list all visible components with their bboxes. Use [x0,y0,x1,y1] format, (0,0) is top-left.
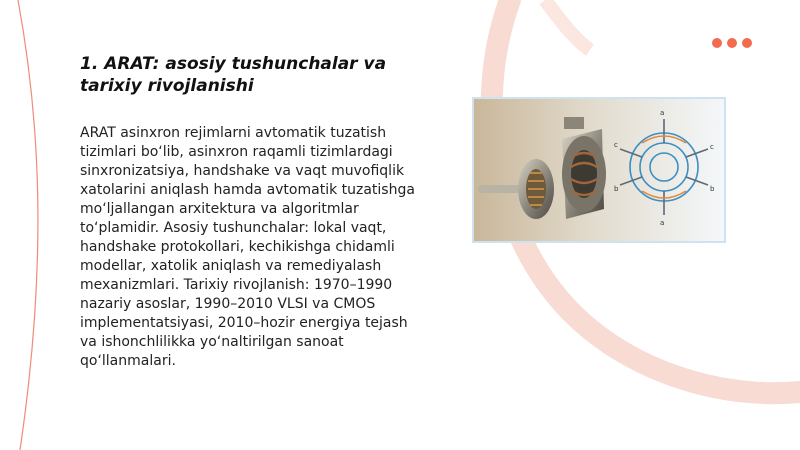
left-divider-line [18,0,38,450]
slide-title: 1. ARAT: asosiy tushunchalar va tarixiy rivojlanishi [80,54,387,96]
diagram-label: b [710,185,715,193]
dot-icon [712,38,722,48]
diagram-label: a [660,109,665,117]
diagram-label: c [710,143,714,151]
diagram-label: a [660,219,665,227]
slide-menu-dots [712,38,752,48]
motor-figure [474,99,724,241]
diagram-label: b [614,185,619,193]
motor-and-stator-diagram-image [474,99,724,241]
dot-icon [742,38,752,48]
dot-icon [727,38,737,48]
slide-body-text: ARAT asinxron rejimlarni avtomatik tuzatish tizimlari bo‘lib, asinxron raqamli tizimlardagi sinxronizatsiya, handshake va vaqt muvofiqlik xatolarini aniqlash hamda avtomatik tuzatishga mo‘ljallangan arxitektura va algoritmlar to‘plamidir. Asosiy tushunchalar: lokal vaqt, handshake protokollari, kechikishga chidamli modellar, xatolik aniqlash va remediyalash mexanizmlari. Tarixiy rivojlanish: 1970–1990 nazariy asoslar, 1990–2010 VLSI va CMOS implementatsiyasi, 2010–hozir energiya tejash va ishonchlilikka yo‘naltirilgan sanoat qo‘llanmalari. [80,125,415,369]
decorative-arc-small [545,0,590,50]
diagram-label: c [614,141,618,149]
